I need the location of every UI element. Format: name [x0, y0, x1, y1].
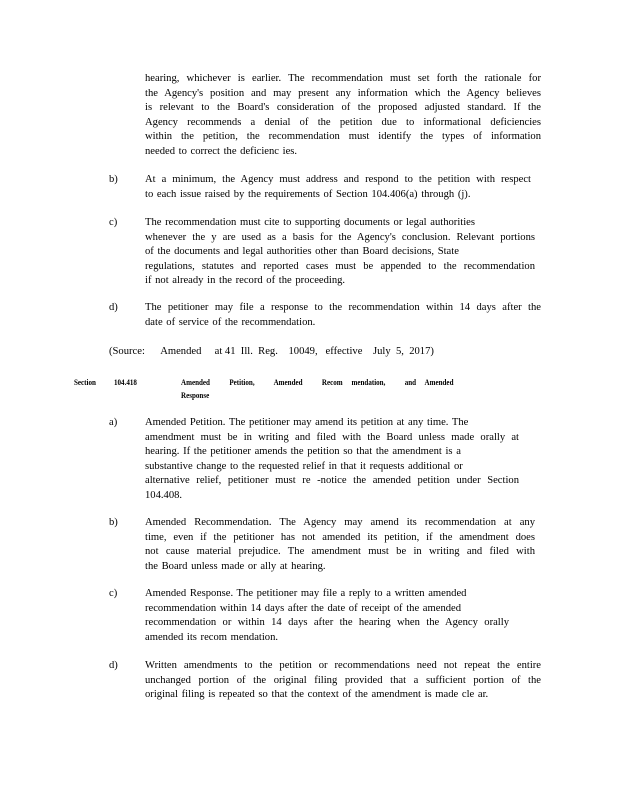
text-line: 104.408. — [145, 489, 183, 501]
text-line: alternative relief, petitioner must re -notice the amended petition under Section — [145, 475, 519, 486]
text-line: Amended Petition. The petitioner may amend its petition at any time. The — [145, 417, 469, 428]
item-label: d) — [109, 302, 118, 313]
text-line: The petitioner may file a response to the recommendation within 14 days after the — [145, 302, 541, 313]
text-line: original filing is repeated so that the context of the amendment is made cle ar. — [145, 689, 489, 700]
text-line: if not already in the record of the proceeding. — [145, 275, 346, 286]
text-line: the Agency's position and may present any information which the Agency believes — [145, 87, 541, 99]
intro-paragraph — [145, 72, 541, 159]
text-line: unchanged portion of the original filing provided that a sufficient portion of the — [145, 674, 541, 686]
text-line: of the documents and legal authorities other than Board decisions, State — [145, 246, 459, 257]
text-line: amended its recom mendation. — [145, 631, 279, 643]
text-line: Agency recommends a denial of the petition due to informational deficiencies — [145, 116, 541, 128]
item-d-paragraph — [145, 301, 541, 330]
text-line: regulations, statutes and reported cases must be appended to the recommendation — [145, 260, 535, 272]
item-b-paragraph — [145, 173, 531, 202]
text-line: amendment must be in writing and filed with the Board unless made orally at — [145, 431, 519, 443]
text-line: time, even if the petitioner has not amended its petition, if the amendment does — [145, 531, 535, 543]
item-label: a) — [109, 417, 118, 428]
source-note: (Source: Amended at 41 Ill. Reg. 10049, effective July 5, 2017) — [109, 346, 434, 357]
text-line: not cause material prejudice. The amendment must be in writing and filed with — [145, 546, 535, 557]
text-line: needed to correct the deficienc ies. — [145, 145, 298, 157]
section-number: 104.418 — [114, 377, 137, 387]
text-line: substantive change to the requested relief in that it requests additional or — [145, 460, 463, 472]
item-label: d) — [109, 660, 118, 671]
amended-response-paragraph — [145, 587, 509, 645]
item-label: b) — [109, 517, 118, 528]
section-label: Section — [74, 377, 96, 387]
text-line: date of service of the recommendation. — [145, 316, 316, 328]
section-heading-continued: Response — [181, 390, 210, 400]
written-amendments-paragraph — [145, 659, 541, 703]
text-line: to each issue raised by the requirements of Section 104.406(a) through (j). — [145, 188, 471, 200]
text-line: Amended Response. The petitioner may file a reply to a written amended — [145, 588, 467, 599]
text-line: Amended Recommendation. The Agency may amend its recommendation at any — [145, 517, 535, 528]
text-line: hearing. If the petitioner amends the petition so that the amendment is a — [145, 446, 461, 457]
text-line: within the petition, the recommendation must identify the types of information — [145, 131, 541, 142]
text-line: recommendation within 14 days after the date of receipt of the amended — [145, 602, 462, 614]
item-label: b) — [109, 174, 118, 185]
amended-recommendation-paragraph — [145, 516, 535, 574]
amended-petition-paragraph — [145, 416, 519, 503]
text-line: recommendation or within 14 days after the hearing when the Agency orally — [145, 617, 509, 628]
item-label: c) — [109, 588, 118, 599]
text-line: At a minimum, the Agency must address and respond to the petition with respect — [145, 174, 531, 185]
text-line: Written amendments to the petition or recommendations need not repeat the entire — [145, 660, 541, 671]
item-label: c) — [109, 217, 118, 228]
text-line: whenever the y are used as a basis for the Agency's conclusion. Relevant portions — [145, 231, 535, 243]
item-c-paragraph — [145, 216, 535, 289]
section-heading: Amended Petition, Amended Recom mendation, and Amended — [181, 377, 454, 387]
text-line: the Board unless made or ally at hearing. — [145, 560, 326, 572]
text-line: hearing, whichever is earlier. The recommendation must set forth the rationale for — [145, 73, 541, 84]
text-line: The recommendation must cite to supporting documents or legal authorities — [145, 217, 475, 228]
text-line: is relevant to the Board's consideration of the proposed adjusted standard. If the — [145, 102, 541, 113]
